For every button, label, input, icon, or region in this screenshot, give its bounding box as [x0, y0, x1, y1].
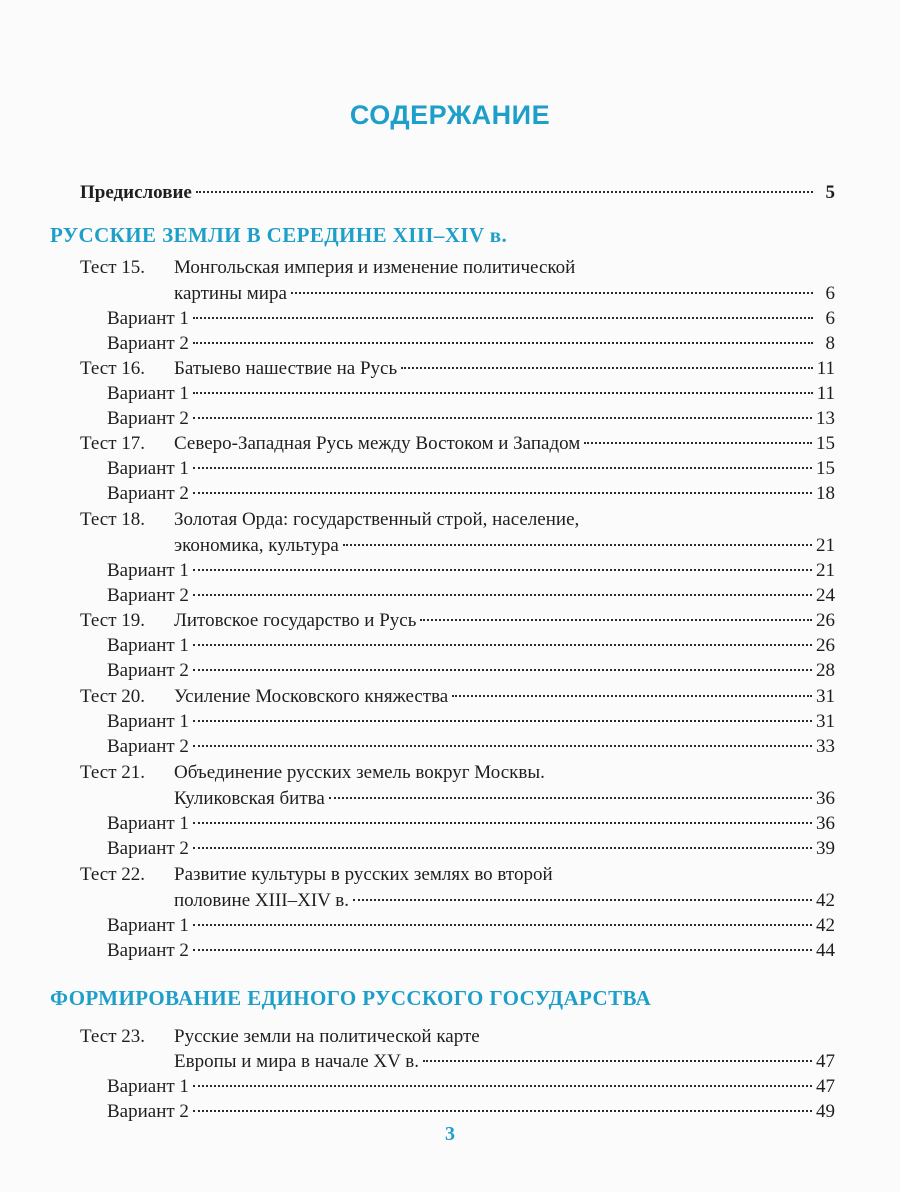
dot-leader: [193, 847, 812, 849]
page-ref: 21: [816, 535, 835, 556]
toc-row-variant: [107, 734, 835, 760]
dot-leader: [401, 367, 813, 369]
page-ref: 11: [816, 358, 835, 379]
test-title: Золотая Орда: государственный строй, население,: [174, 509, 580, 530]
toc-row: [174, 684, 835, 710]
test-number: Тест 17.: [80, 433, 146, 454]
toc-row-variant: [107, 456, 835, 482]
page-ref: 49: [816, 1101, 835, 1122]
page-ref: 47: [816, 1076, 835, 1097]
toc-label: Предисловие: [80, 182, 192, 203]
dot-leader: [193, 1110, 812, 1112]
section-heading: РУССКИЕ ЗЕМЛИ В СЕРЕДИНЕ XIII–XIV в.: [50, 223, 508, 247]
dot-leader: [353, 899, 812, 901]
dot-leader: [584, 442, 812, 444]
toc-row: [174, 1049, 835, 1075]
toc-row-variant: [107, 658, 835, 684]
dot-leader: [193, 392, 813, 394]
test-number: Тест 21.: [80, 762, 146, 783]
variant-label: Вариант 1: [107, 308, 189, 329]
variant-label: Вариант 1: [107, 560, 189, 581]
test-number: Тест 22.: [80, 864, 146, 885]
page-ref: 26: [816, 610, 835, 631]
page-ref: 26: [816, 635, 835, 656]
toc-row-variant: [107, 331, 835, 357]
toc-row-variant: [107, 709, 835, 735]
dot-leader: [193, 492, 812, 494]
toc-row-variant: [107, 633, 835, 659]
page-ref: 21: [816, 560, 835, 581]
toc-row: [174, 281, 835, 307]
dot-leader: [420, 619, 812, 621]
page-ref: 36: [816, 813, 835, 834]
page-ref: 24: [816, 585, 835, 606]
test-number: Тест 15.: [80, 257, 146, 278]
page-number: 3: [445, 1123, 455, 1145]
dot-leader: [193, 822, 812, 824]
toc-row: [174, 786, 835, 812]
dot-leader: [193, 745, 812, 747]
toc-row-variant: [107, 1099, 835, 1125]
test-title-cont: половине XIII–XIV в.: [174, 890, 349, 911]
section-heading: ФОРМИРОВАНИЕ ЕДИНОГО РУССКОГО ГОСУДАРСТВА: [50, 986, 652, 1010]
variant-label: Вариант 2: [107, 940, 189, 961]
test-title-cont: Европы и мира в начале XV в.: [174, 1051, 420, 1072]
dot-leader: [193, 594, 812, 596]
variant-label: Вариант 2: [107, 660, 189, 681]
test-title-cont: экономика, культура: [174, 535, 339, 556]
variant-label: Вариант 2: [107, 333, 189, 354]
test-title-cont: Куликовская битва: [174, 788, 325, 809]
dot-leader: [452, 695, 812, 697]
test-title: Северо-Западная Русь между Востоком и Западом: [174, 433, 581, 454]
toc-row-variant: [107, 938, 835, 964]
page-ref: 31: [816, 686, 835, 707]
dot-leader: [423, 1060, 812, 1062]
page-title: СОДЕРЖАНИЕ: [349, 100, 551, 130]
variant-label: Вариант 1: [107, 1076, 189, 1097]
variant-label: Вариант 1: [107, 813, 189, 834]
variant-label: Вариант 2: [107, 1101, 189, 1122]
page-ref: 42: [816, 890, 835, 911]
toc-row-variant: [107, 836, 835, 862]
toc-row: [174, 431, 835, 457]
dot-leader: [193, 669, 812, 671]
variant-label: Вариант 1: [107, 383, 189, 404]
toc-row-variant: [107, 1074, 835, 1100]
page-ref: 28: [816, 660, 835, 681]
variant-label: Вариант 2: [107, 736, 189, 757]
toc-row: [174, 608, 835, 634]
dot-leader: [193, 317, 813, 319]
toc-row-preface: [80, 180, 835, 206]
variant-label: Вариант 2: [107, 585, 189, 606]
page-ref: 44: [816, 940, 835, 961]
variant-label: Вариант 1: [107, 915, 189, 936]
test-title: Батыево нашествие на Русь: [174, 358, 398, 379]
dot-leader: [193, 924, 812, 926]
page-ref: 6: [825, 308, 835, 329]
variant-label: Вариант 1: [107, 711, 189, 732]
page-ref: 42: [816, 915, 835, 936]
test-title: Объединение русских земель вокруг Москвы.: [174, 762, 545, 783]
variant-label: Вариант 2: [107, 838, 189, 859]
dot-leader: [193, 417, 812, 419]
test-number: Тест 20.: [80, 686, 146, 707]
page-ref: 5: [825, 182, 835, 203]
dot-leader: [193, 644, 812, 646]
dot-leader: [196, 191, 813, 193]
dot-leader: [193, 949, 812, 951]
dot-leader: [193, 569, 812, 571]
variant-label: Вариант 1: [107, 458, 189, 479]
page-ref: 31: [816, 711, 835, 732]
page-ref: 8: [825, 333, 835, 354]
toc-row-variant: [107, 811, 835, 837]
test-number: Тест 23.: [80, 1026, 146, 1047]
page-ref: 36: [816, 788, 835, 809]
toc-row: [174, 533, 835, 559]
toc-row-variant: [107, 481, 835, 507]
toc-row-variant: [107, 306, 835, 332]
dot-leader: [193, 467, 812, 469]
toc-row-variant: [107, 913, 835, 939]
page-ref: 6: [825, 283, 835, 304]
toc-row: [174, 888, 835, 914]
toc-row-variant: [107, 381, 835, 407]
test-title-cont: картины мира: [174, 283, 287, 304]
page-ref: 15: [816, 433, 835, 454]
page-ref: 15: [816, 458, 835, 479]
page-ref: 33: [816, 736, 835, 757]
page-ref: 18: [816, 483, 835, 504]
toc-row: [174, 356, 835, 382]
dot-leader: [329, 797, 812, 799]
variant-label: Вариант 1: [107, 635, 189, 656]
dot-leader: [193, 720, 812, 722]
test-number: Тест 16.: [80, 358, 146, 379]
dot-leader: [193, 342, 813, 344]
variant-label: Вариант 2: [107, 408, 189, 429]
dot-leader: [291, 292, 813, 294]
test-title: Русские земли на политической карте: [174, 1026, 480, 1047]
test-title: Монгольская империя и изменение политической: [174, 257, 576, 278]
toc-row-variant: [107, 558, 835, 584]
toc-row-variant: [107, 406, 835, 432]
dot-leader: [343, 544, 812, 546]
dot-leader: [193, 1085, 812, 1087]
page-ref: 13: [816, 408, 835, 429]
page-ref: 11: [816, 383, 835, 404]
test-title: Усиление Московского княжества: [174, 686, 449, 707]
variant-label: Вариант 2: [107, 483, 189, 504]
test-number: Тест 19.: [80, 610, 146, 631]
test-number: Тест 18.: [80, 509, 146, 530]
test-title: Развитие культуры в русских землях во второй: [174, 864, 553, 885]
test-title: Литовское государство и Русь: [174, 610, 417, 631]
toc-row-variant: [107, 583, 835, 609]
page-ref: 39: [816, 838, 835, 859]
page-ref: 47: [816, 1051, 835, 1072]
